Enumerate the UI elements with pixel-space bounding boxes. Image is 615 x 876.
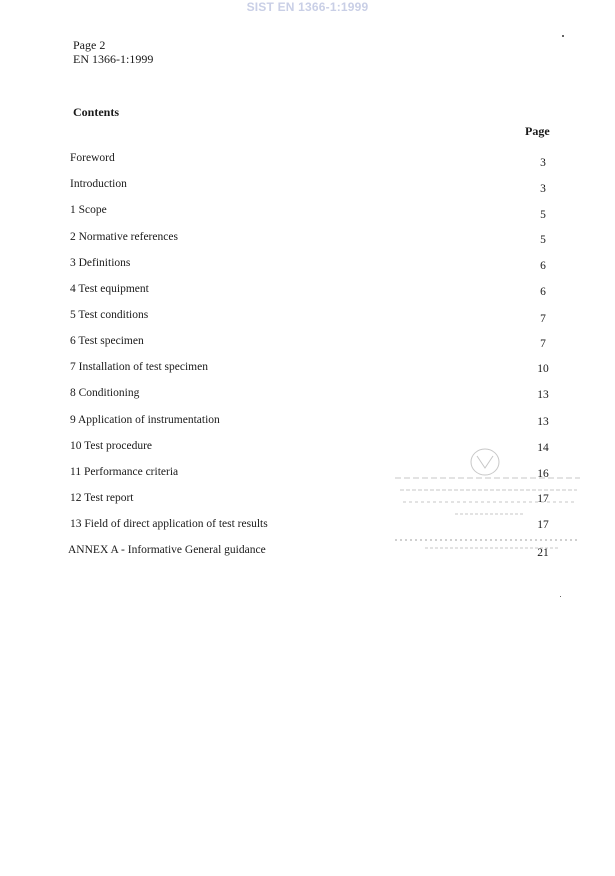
toc-entry-label: Foreword xyxy=(70,152,115,164)
toc-entry-page: 5 xyxy=(540,209,546,221)
toc-entry-label: 5 Test conditions xyxy=(70,309,149,321)
scan-speck xyxy=(560,596,561,597)
toc-entry xyxy=(0,257,615,275)
toc-entry xyxy=(0,178,615,196)
contents-heading: Contents xyxy=(73,105,120,119)
toc-entry-label: 7 Installation of test specimen xyxy=(70,361,208,373)
toc-entry-label: 11 Performance criteria xyxy=(70,466,179,478)
toc-entry-page: 21 xyxy=(537,547,549,559)
toc-entry-label: 13 Field of direct application of test results xyxy=(70,518,268,530)
toc-entry-page: 6 xyxy=(540,286,546,298)
toc-entry xyxy=(0,204,615,222)
toc-entry-label: 1 Scope xyxy=(70,204,107,216)
toc-entry-label: Introduction xyxy=(70,178,127,190)
toc-entry xyxy=(0,361,615,379)
toc-entry xyxy=(0,335,615,353)
toc-entry xyxy=(0,231,615,249)
approval-stamp xyxy=(395,448,585,558)
toc-entry-page: 7 xyxy=(540,338,546,350)
toc-entry-page: 13 xyxy=(537,416,549,428)
toc-entry xyxy=(0,283,615,301)
toc-entry-page: 3 xyxy=(540,157,546,169)
toc-entry-label: 6 Test specimen xyxy=(70,335,144,347)
toc-entry-label: 3 Definitions xyxy=(70,257,131,269)
page-column-heading: Page xyxy=(525,124,550,138)
toc-entry-label: ANNEX A - Informative General guidance xyxy=(68,544,266,556)
toc-entry-label: 8 Conditioning xyxy=(70,387,140,399)
page-number: Page 2 xyxy=(73,38,106,52)
standard-id: EN 1366-1:1999 xyxy=(73,52,154,66)
toc-entry-page: 17 xyxy=(537,519,549,531)
toc-entry-page: 13 xyxy=(537,389,549,401)
toc-entry xyxy=(0,152,615,170)
toc-entry-page: 17 xyxy=(537,493,549,505)
toc-entry-page: 7 xyxy=(540,313,546,325)
toc-entry-label: 12 Test report xyxy=(70,492,134,504)
toc-entry-page: 3 xyxy=(540,183,546,195)
watermark: SIST EN 1366-1:1999 xyxy=(246,0,369,14)
toc-entry-page: 5 xyxy=(540,234,546,246)
toc-entry-page: 16 xyxy=(537,468,549,480)
toc-entry-page: 10 xyxy=(537,363,549,375)
toc-entry-label: 2 Normative references xyxy=(70,231,178,243)
toc-entry xyxy=(0,387,615,405)
toc-entry xyxy=(0,309,615,327)
toc-entry xyxy=(0,414,615,432)
toc-entry-page: 14 xyxy=(537,442,549,454)
toc-entry-label: 4 Test equipment xyxy=(70,283,149,295)
toc-entry-page: 6 xyxy=(540,260,546,272)
scan-speck xyxy=(562,35,564,37)
toc-entry-label: 10 Test procedure xyxy=(70,440,153,452)
toc-entry-label: 9 Application of instrumentation xyxy=(70,414,220,426)
